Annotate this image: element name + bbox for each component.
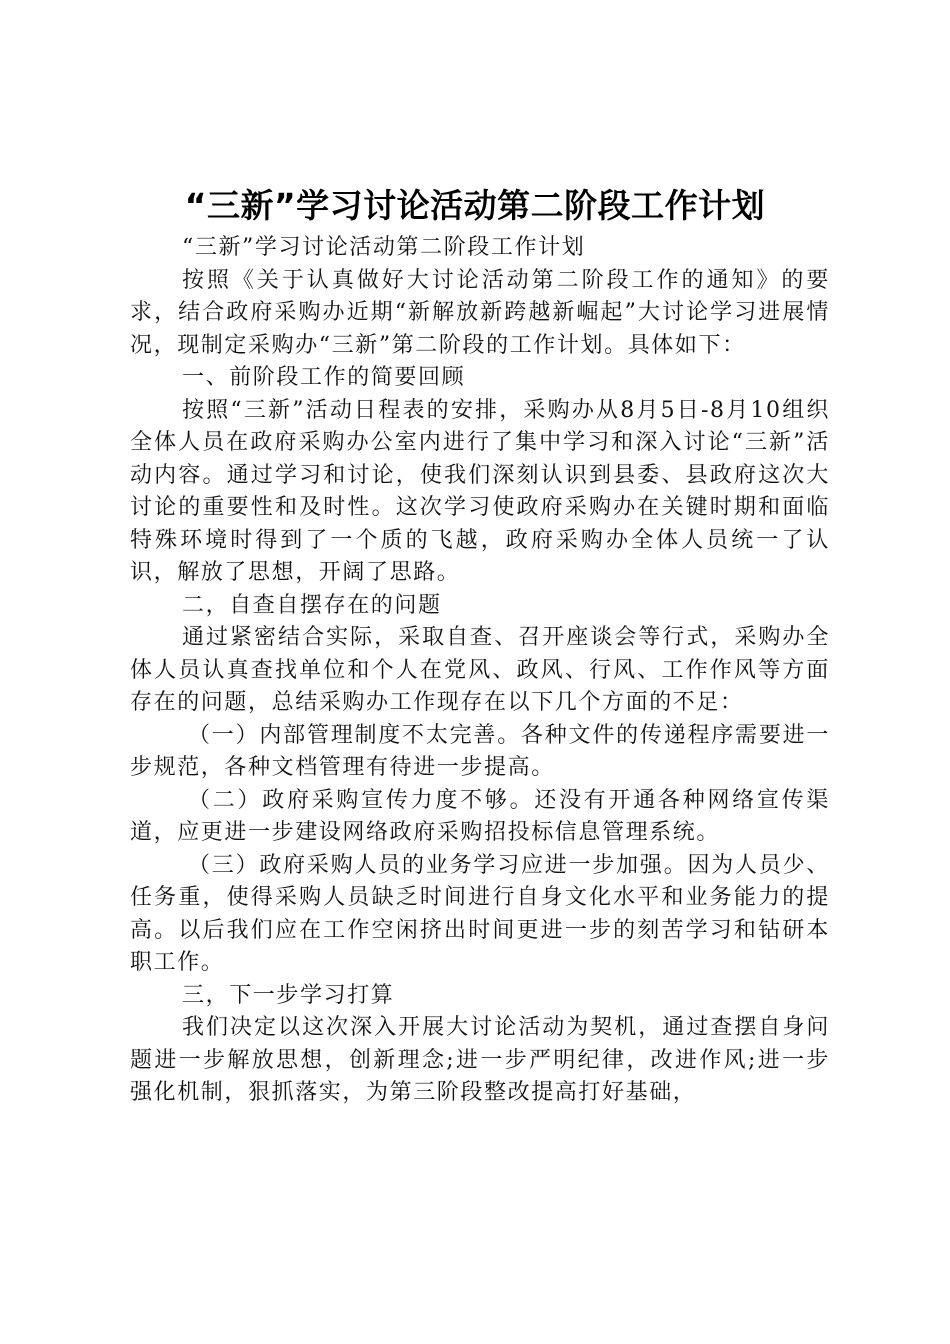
section-heading-problems: 二，自查自摆存在的问题 xyxy=(182,592,442,618)
problem-item-2: （二）政府采购宣传力度不够。还没有开通各种网络宣传渠道，应更进一步建设网络政府采购招投标信息管理系统。 xyxy=(130,787,830,845)
problem-item-1: （一）内部管理制度不太完善。各种文件的传递程序需要进一步规范，各种文档管理有待进一步提高。 xyxy=(130,722,830,780)
problem-item-3: （三）政府采购人员的业务学习应进一步加强。因为人员少、任务重，使得采购人员缺乏时间进行自身文化水平和业务能力的提高。以后我们应在工作空闲挤出时间更进一步的刻苦学习和钻研本职工作。 xyxy=(130,852,830,975)
document-subtitle: “三新”学习讨论活动第二阶段工作计划 xyxy=(182,235,586,260)
document-title: “三新”学习讨论活动第二阶段工作计划 xyxy=(184,186,766,225)
section-heading-review: 一、前阶段工作的简要回顾 xyxy=(182,365,466,390)
intro-paragraph: 按照《关于认真做好大讨论活动第二阶段工作的通知》的要求，结合政府采购办近期“新解放新跨越新崛起”大讨论学习进展情况，现制定采购办“三新”第二阶段的工作计划。具体如下： xyxy=(130,267,830,358)
plan-paragraph: 我们决定以这次深入开展大讨论活动为契机，通过查摆自身问题进一步解放思想，创新理念;进一步严明纪律，改进作风;进一步强化机制，狠抓落实，为第三阶段整改提高打好基础， xyxy=(130,1015,830,1105)
review-paragraph: 按照“三新”活动日程表的安排，采购办从8月5日-8月10组织全体人员在政府采购办公室内进行了集中学习和深入讨论“三新”活动内容。通过学习和讨论，使我们深刻认识到县委、县政府这次大讨论的重要性和及时性。这次学习使政府采购办在关键时期和面临特殊环境时得到了一个质的飞越，政府采购办全体人员统一了认识，解放了思想，开阔了思路。 xyxy=(130,397,830,585)
section-heading-plan: 三，下一步学习打算 xyxy=(182,982,395,1008)
document-body xyxy=(130,232,830,1110)
problems-paragraph: 通过紧密结合实际，采取自查、召开座谈会等行式，采购办全体人员认真查找单位和个人在党风、政风、行风、工作作风等方面存在的问题，总结采购办工作现存在以下几个方面的不足： xyxy=(130,625,830,715)
